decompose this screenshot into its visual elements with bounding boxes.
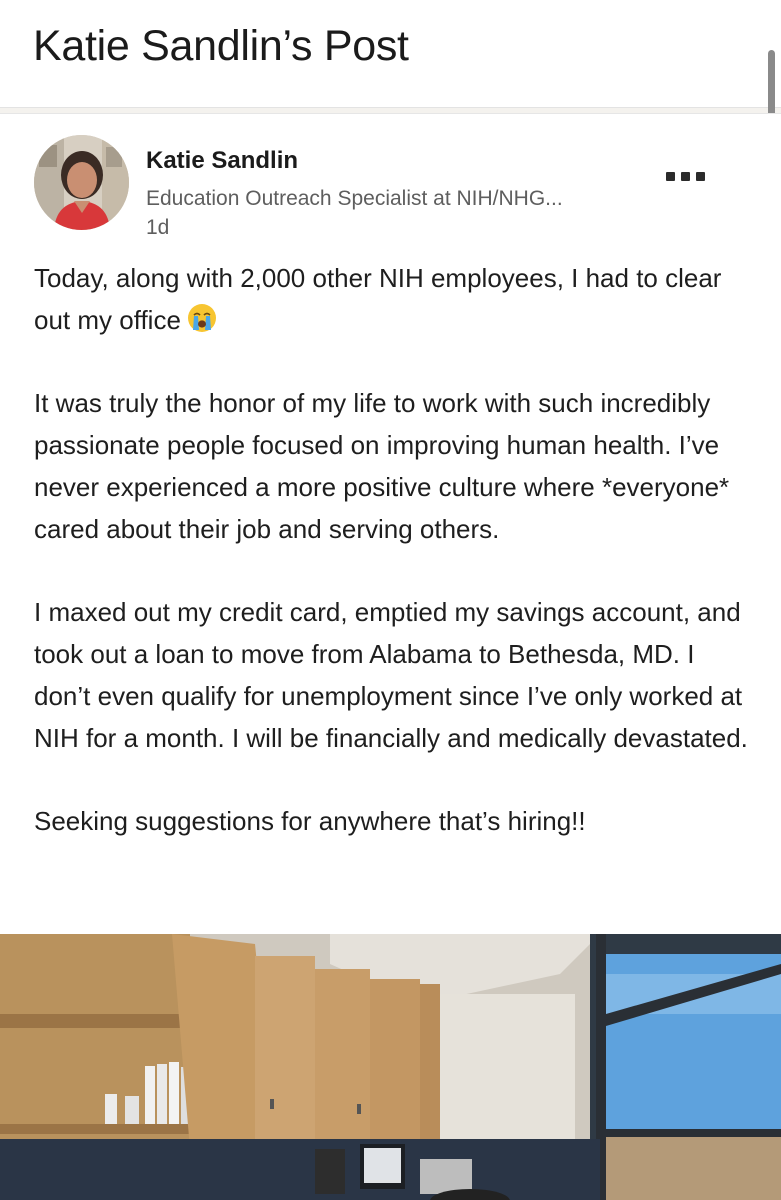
author-name[interactable]: Katie Sandlin xyxy=(146,147,299,174)
more-horizontal-icon xyxy=(681,172,690,181)
loudly-crying-face-icon xyxy=(187,303,217,333)
post-paragraph: I maxed out my credit card, emptied my savings account, and took out a loan to move from Alabama to Bethesda, MD. I don’t even qualify for unemployment since I’ve only worked at NIH for a month. I will be financially and medically devastated. xyxy=(34,597,748,753)
post-paragraph: Today, along with 2,000 other NIH employees, I had to clear out my office xyxy=(34,263,722,335)
post-card xyxy=(0,113,781,1200)
post-paragraph: Seeking suggestions for anywhere that’s hiring!! xyxy=(34,806,586,836)
top-header xyxy=(0,0,781,108)
author-headline: Education Outreach Specialist at NIH/NHG... xyxy=(146,187,563,210)
post-image[interactable] xyxy=(0,934,781,1200)
post-body xyxy=(34,257,754,883)
more-horizontal-icon xyxy=(696,172,705,181)
avatar[interactable] xyxy=(34,135,129,230)
more-horizontal-icon xyxy=(666,172,675,181)
page-title: Katie Sandlin’s Post xyxy=(33,22,409,70)
more-options-button[interactable] xyxy=(666,166,714,186)
post-timestamp: 1d xyxy=(146,216,170,239)
post-paragraph: It was truly the honor of my life to work with such incredibly passionate people focused on improving human health. I’ve never experienced a more positive culture where *everyone* cared about their job and serving others. xyxy=(34,388,730,544)
